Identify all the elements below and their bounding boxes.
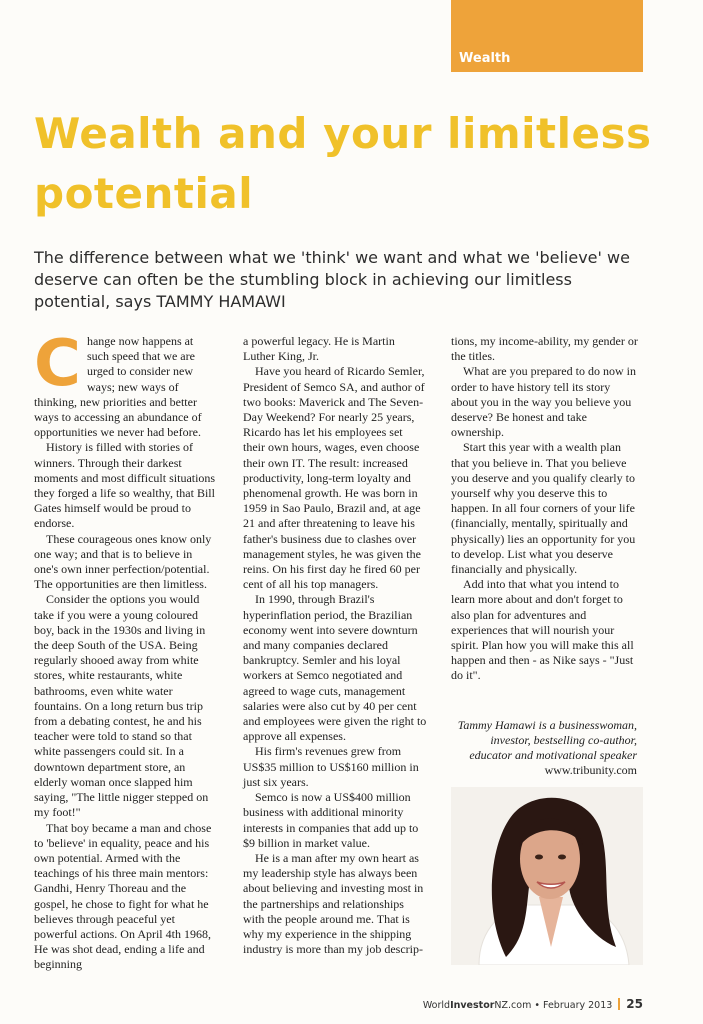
issue-date: February 2013 [543,1000,613,1011]
article-paragraph: His firm's revenues grew from US$35 million to US$160 million in just six years. [243,744,419,789]
page-footer [423,997,643,1011]
author-bio-text: Tammy Hamawi is a businesswoman, investor, bestselling co-author, educator and motivational speaker [457,718,637,762]
article-paragraph: Consider the options you would take if you were a young coloured boy, back in the 1930s and living in the deep South of the USA. Being regularly shooed away from white stores, white restaurants, white bathrooms, even white water fountains. On a long return bus trip from a debating contest, he and his teacher were told to stand so that white passengers could sit. In a downtown department store, an elderly woman once slapped him saying, "The little nigger stepped on my foot!" [34,592,209,820]
article-paragraph: Add into that what you intend to learn more about and don't forget to also plan for adventures and experiences that will nourish your spirit. Plan how you will make this all happen and then - as Nike says - "Just do it". [451,577,634,683]
article-paragraph: tions, my income-ability, my gender or the titles. [451,334,638,364]
article-paragraph: Start this year with a wealth plan that you believe in. That you believe you deserve and you qualify clearly to yourself why you deserve this to happen. In all four corners of your life (financially, mentally, spiritually and physically) lies an opportunity for you to develop. List what you deserve financially and physically. [451,440,636,577]
publication-name-strong: Investor [450,1000,495,1011]
article-paragraph: That boy became a man and chose to 'believe' in equality, peace and his own potential. Armed with the teachings of his three main mentors: Gandhi, Henry Thoreau and the gospel, he chose to fight for what he believes through peaceful yet powerful actions. On April 4th 1968, He was shot dead, ending a life and beginning [34,820,212,972]
section-tab [451,0,643,72]
author-bio [451,718,637,778]
article-column-2 [243,334,427,957]
author-website-link[interactable]: www.tribunity.com [544,763,637,777]
article-paragraph [34,327,218,440]
article-paragraph: Semco is now a US$400 million business with additional minority interests in companies that add up to $9 billion in market value. [243,790,419,850]
article-paragraph: Have you heard of Ricardo Semler, President of Semco SA, and author of two books: Maverick and The Seven-Day Weekend? For nearly 25 years, Ricardo has let his employees set their own hours, wages, even choose their own IT. The result: increased productivity, long-term loyalty and phenomenal growth. He was born in 1959 in Sao Paulo, Brazil and, at age 21 and after threatening to leave his father's business due to clashes over management styles, he was given the reins. On his first day he fired 60 per cent of all his top managers. [243,364,425,592]
article-paragraph: History is filled with stories of winners. Through their darkest moments and most difficult situations they forged a life so wealthy, that Bill Gates himself would be proud to endorse. [34,440,216,531]
article-paragraph: What are you prepared to do now in order to have history tell its story about you in the way you believe you deserve? Be honest and take ownership. [451,364,636,440]
drop-cap: C [34,327,81,401]
author-portrait [451,787,643,965]
article-paragraph: He is a man after my own heart as my leadership style has always been about believing and investing most in the partnerships and relationships with the people around me. That is why my experience in the shipping industry is more than my job descrip- [243,850,424,957]
footer-divider [618,998,620,1010]
article-paragraph: These courageous ones know only one way; and that is to believe in one's own inner perfection/potential. The opportunities are then limitless. [34,531,212,592]
article-standfirst: The difference between what we 'think' we want and what we 'believe' we deserve can often be the stumbling block in achieving our limitless potential, says TAMMY HAMAWI [34,248,630,311]
publication-name-prefix: World [422,1000,451,1011]
footer-separator: • [531,1000,543,1011]
article-paragraph: In 1990, through Brazil's hyperinflation period, the Brazilian economy went into severe downturn and many companies declared bankruptcy. Semler and his loyal workers at Semco negotiated and agreed to wage cuts, management salaries were also cut by 40 per cent and employees were given the right to approve all expenses. [243,592,427,744]
publication-name-suffix: NZ.com [494,1000,532,1011]
article-title: Wealth and your limitless potential [34,109,652,218]
paragraph-text: hange now happens at such speed that we are urged to consider new ways; new ways of thinking, new priorities and better ways to accessing an abundance of opportunities we never had before. [34,334,202,440]
page-number: 25 [626,997,643,1011]
article-paragraph: a powerful legacy. He is Martin Luther King, Jr. [243,334,395,364]
article-column-3 [451,334,639,684]
section-tab-label: Wealth [459,51,511,66]
author-portrait-illustration [451,787,643,965]
article-column-1 [34,327,218,973]
